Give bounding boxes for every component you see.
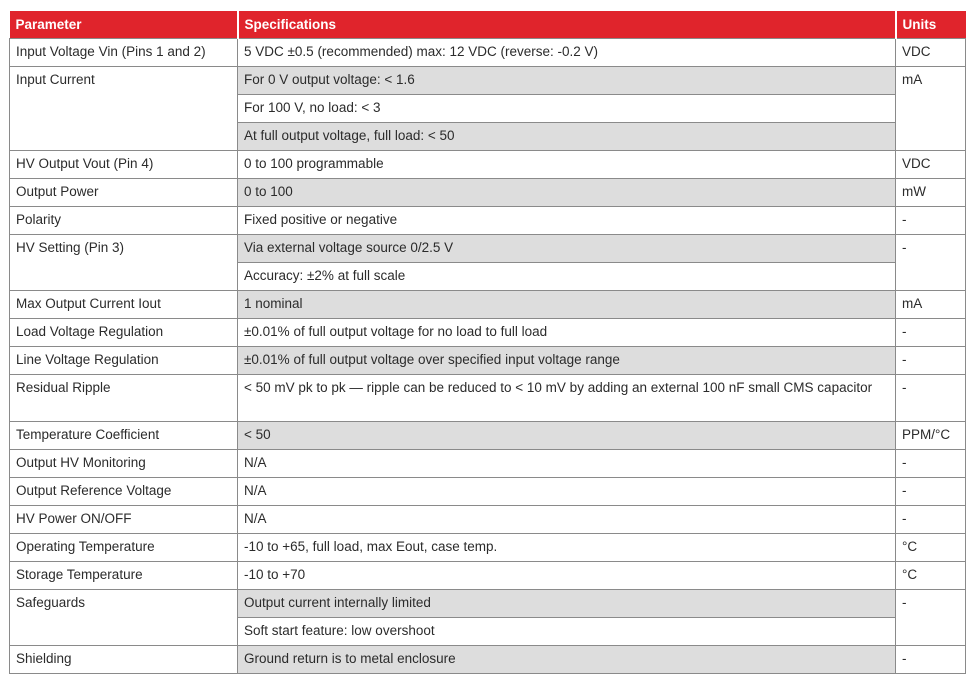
table-row xyxy=(10,151,966,179)
units-cell: °C xyxy=(896,534,966,562)
spec-cell: For 0 V output voltage: < 1.6 xyxy=(238,67,896,95)
units-cell: mA xyxy=(896,67,966,151)
parameter-cell: Polarity xyxy=(10,207,238,235)
spec-cell: ±0.01% of full output voltage over specified input voltage range xyxy=(238,347,896,375)
parameter-cell: Temperature Coefficient xyxy=(10,422,238,450)
spec-cell: 1 nominal xyxy=(238,291,896,319)
parameter-cell: Input Voltage Vin (Pins 1 and 2) xyxy=(10,39,238,67)
spec-cell: -10 to +65, full load, max Eout, case temp. xyxy=(238,534,896,562)
table-row xyxy=(10,375,966,422)
parameter-cell: Shielding xyxy=(10,646,238,674)
table-row xyxy=(10,590,966,618)
table-row xyxy=(10,478,966,506)
header-specifications: Specifications xyxy=(238,11,896,39)
spec-cell: At full output voltage, full load: < 50 xyxy=(238,123,896,151)
parameter-cell: Input Current xyxy=(10,67,238,151)
parameter-cell: Line Voltage Regulation xyxy=(10,347,238,375)
spec-cell: N/A xyxy=(238,506,896,534)
table-body xyxy=(10,39,966,674)
units-cell: VDC xyxy=(896,39,966,67)
table-row xyxy=(10,534,966,562)
units-cell: - xyxy=(896,207,966,235)
specifications-table xyxy=(9,11,966,674)
table-row xyxy=(10,347,966,375)
parameter-cell: Max Output Current Iout xyxy=(10,291,238,319)
spec-cell: < 50 xyxy=(238,422,896,450)
spec-cell: For 100 V, no load: < 3 xyxy=(238,95,896,123)
parameter-cell: HV Setting (Pin 3) xyxy=(10,235,238,291)
table-row xyxy=(10,179,966,207)
units-cell: mA xyxy=(896,291,966,319)
table-header-row xyxy=(10,11,966,39)
table-row xyxy=(10,207,966,235)
spec-cell: -10 to +70 xyxy=(238,562,896,590)
spec-cell: N/A xyxy=(238,450,896,478)
header-parameter: Parameter xyxy=(10,11,238,39)
parameter-cell: Output Power xyxy=(10,179,238,207)
units-cell: - xyxy=(896,319,966,347)
units-cell: - xyxy=(896,450,966,478)
spec-cell: 5 VDC ±0.5 (recommended) max: 12 VDC (reverse: -0.2 V) xyxy=(238,39,896,67)
table-row xyxy=(10,562,966,590)
spec-cell: Output current internally limited xyxy=(238,590,896,618)
units-cell: - xyxy=(896,347,966,375)
units-cell: VDC xyxy=(896,151,966,179)
units-cell: - xyxy=(896,375,966,422)
parameter-cell: Residual Ripple xyxy=(10,375,238,422)
spec-cell: 0 to 100 programmable xyxy=(238,151,896,179)
header-units: Units xyxy=(896,11,966,39)
table-row xyxy=(10,450,966,478)
units-cell: - xyxy=(896,646,966,674)
table-row xyxy=(10,319,966,347)
spec-cell: Fixed positive or negative xyxy=(238,207,896,235)
parameter-cell: Load Voltage Regulation xyxy=(10,319,238,347)
units-cell: - xyxy=(896,235,966,291)
table-row xyxy=(10,39,966,67)
table-row xyxy=(10,235,966,263)
parameter-cell: HV Output Vout (Pin 4) xyxy=(10,151,238,179)
parameter-cell: Operating Temperature xyxy=(10,534,238,562)
units-cell: °C xyxy=(896,562,966,590)
spec-cell: < 50 mV pk to pk — ripple can be reduced to < 10 mV by adding an external 100 nF small CMS capacitor xyxy=(238,375,896,422)
units-cell: - xyxy=(896,478,966,506)
spec-cell: 0 to 100 xyxy=(238,179,896,207)
table-row xyxy=(10,291,966,319)
table-row xyxy=(10,67,966,95)
table-row xyxy=(10,646,966,674)
parameter-cell: Output HV Monitoring xyxy=(10,450,238,478)
parameter-cell: HV Power ON/OFF xyxy=(10,506,238,534)
parameter-cell: Storage Temperature xyxy=(10,562,238,590)
parameter-cell: Output Reference Voltage xyxy=(10,478,238,506)
spec-cell: N/A xyxy=(238,478,896,506)
spec-cell: Via external voltage source 0/2.5 V xyxy=(238,235,896,263)
spec-cell: Ground return is to metal enclosure xyxy=(238,646,896,674)
table-row xyxy=(10,506,966,534)
parameter-cell: Safeguards xyxy=(10,590,238,646)
units-cell: - xyxy=(896,590,966,646)
spec-cell: Soft start feature: low overshoot xyxy=(238,618,896,646)
spec-cell: Accuracy: ±2% at full scale xyxy=(238,263,896,291)
table-row xyxy=(10,422,966,450)
spec-cell: ±0.01% of full output voltage for no load to full load xyxy=(238,319,896,347)
units-cell: PPM/°C xyxy=(896,422,966,450)
units-cell: mW xyxy=(896,179,966,207)
units-cell: - xyxy=(896,506,966,534)
